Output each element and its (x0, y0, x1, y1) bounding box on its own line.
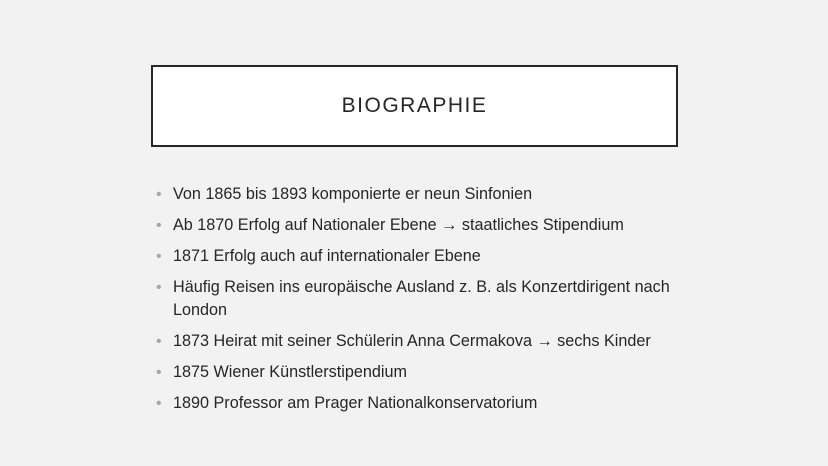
bullet-item (155, 245, 675, 268)
bullet-item (155, 183, 675, 206)
bullet-icon: • (156, 248, 162, 265)
bullet-text: 1873 Heirat mit seiner Schülerin Anna Cermakova → sechs Kinder (173, 332, 651, 350)
bullet-item (155, 214, 675, 237)
bullet-item (155, 276, 675, 322)
bullet-icon: • (156, 279, 162, 296)
bullet-item (155, 330, 675, 353)
bullet-item (155, 361, 675, 384)
bullet-item (155, 392, 675, 415)
bullet-text: Ab 1870 Erfolg auf Nationaler Ebene → staatliches Stipendium (173, 216, 624, 234)
bullet-text: 1890 Professor am Prager Nationalkonservatorium (173, 394, 538, 412)
bullet-icon: • (156, 217, 162, 234)
bullet-text: Häufig Reisen ins europäische Ausland z. B. als Konzertdirigent nach London (173, 278, 670, 319)
title-box (151, 65, 678, 147)
bullet-icon: • (156, 186, 162, 203)
bullet-icon: • (156, 395, 162, 412)
slide-title: BIOGRAPHIE (341, 94, 488, 117)
bullet-text: Von 1865 bis 1893 komponierte er neun Sinfonien (173, 185, 533, 203)
bullet-icon: • (156, 364, 162, 381)
bullet-icon: • (156, 333, 162, 350)
bullet-list (155, 183, 675, 423)
bullet-text: 1871 Erfolg auch auf internationaler Ebene (173, 247, 481, 265)
bullet-text: 1875 Wiener Künstlerstipendium (173, 363, 407, 381)
